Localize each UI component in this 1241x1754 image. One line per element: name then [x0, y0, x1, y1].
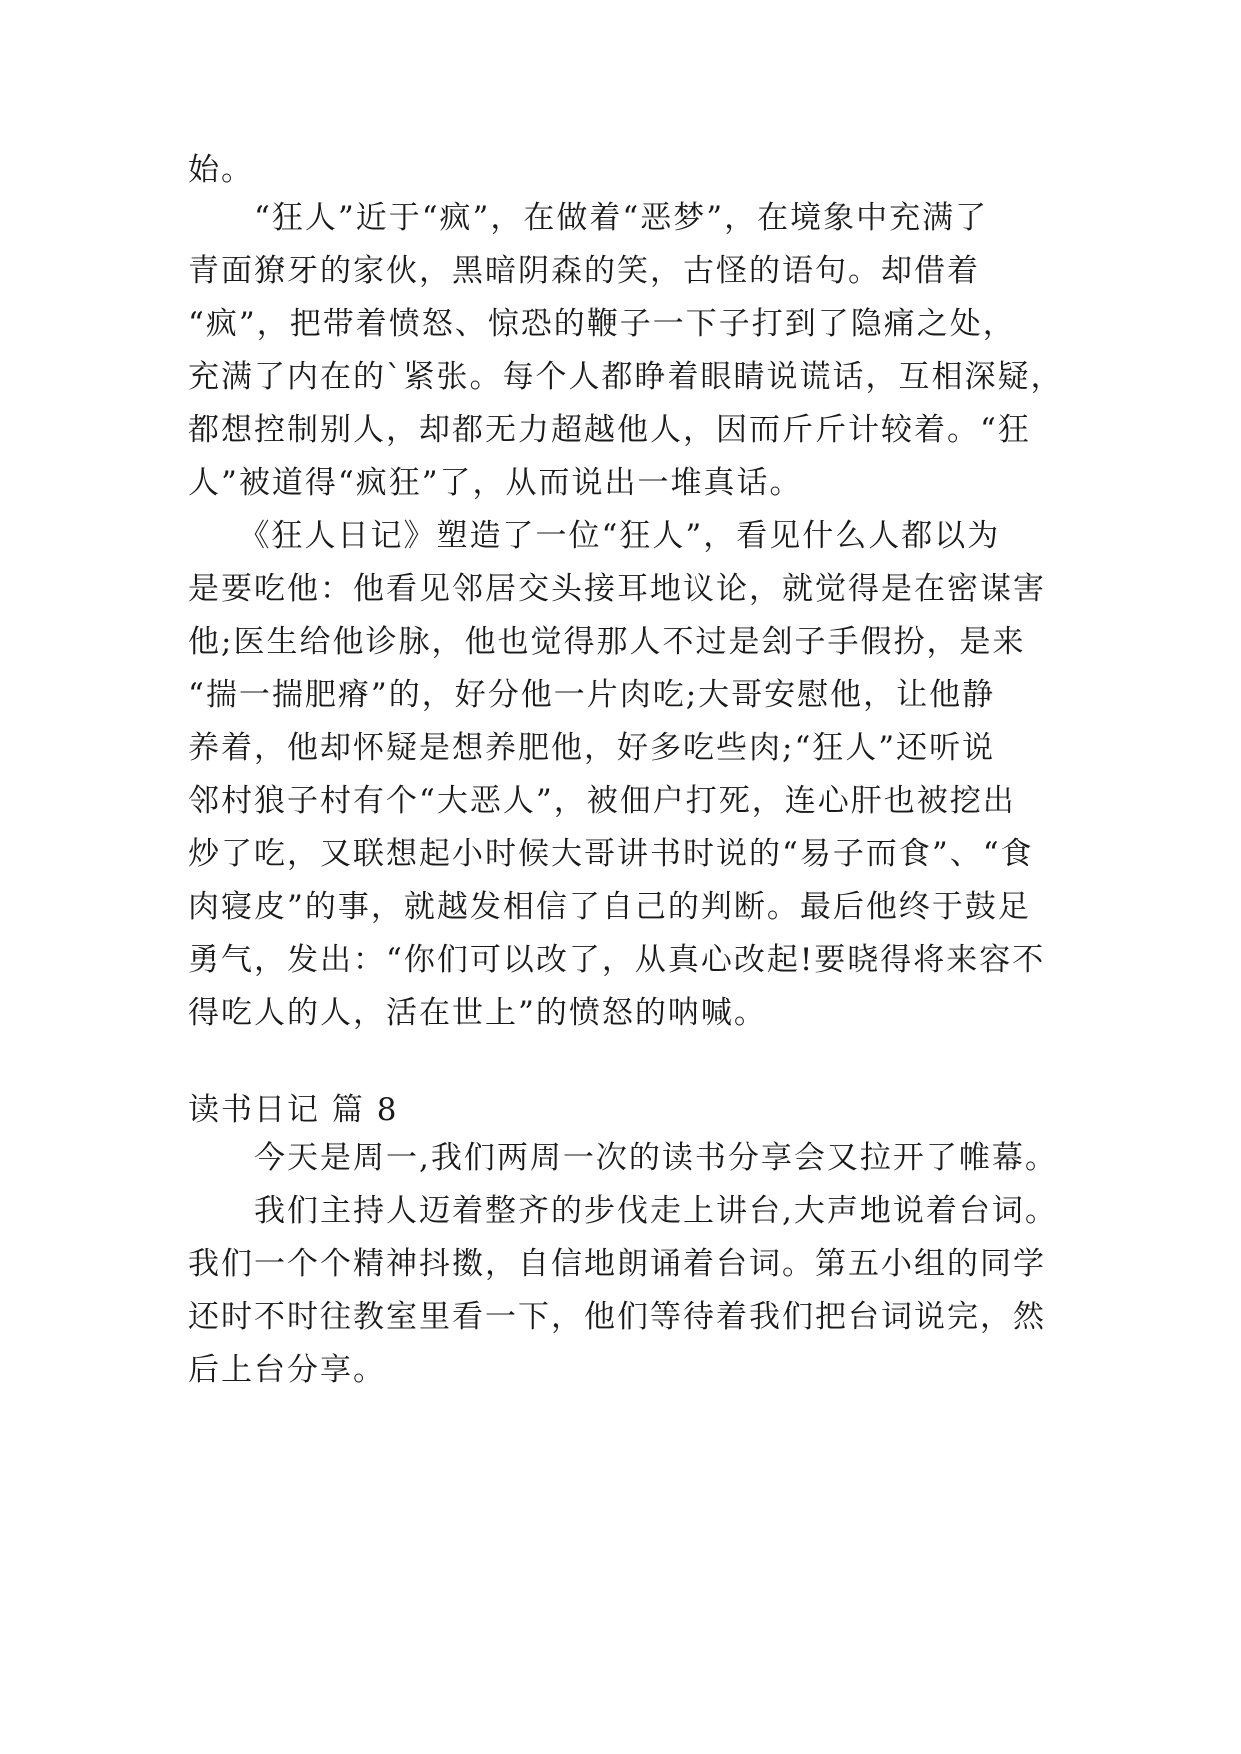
paragraph-line: 都想控制别人，却都无力超越他人，因而斤斤计较着。“狂 [188, 412, 1031, 448]
section-heading: 读书日记 篇 8 [188, 1092, 399, 1128]
paragraph-line: “疯”，把带着愤怒、惊恐的鞭子一下子打到了隐痛之处， [188, 306, 1016, 342]
paragraph-line: 始。 [188, 152, 254, 188]
paragraph-line: 充满了内在的`紧张。每个人都睁着眼睛说谎话，互相深疑， [188, 359, 1064, 395]
paragraph-line: 得吃人的人，活在世上”的愤怒的呐喊。 [188, 995, 767, 1031]
paragraph-line: 后上台分享。 [188, 1352, 386, 1388]
paragraph-line: 养着，他却怀疑是想养肥他，好多吃些肉;“狂人”还听说 [188, 730, 996, 766]
paragraph-line: 肉寝皮”的事，就越发相信了自己的判断。最后他终于鼓足 [188, 889, 1031, 925]
paragraph-line: 邻村狼子村有个“大恶人”，被佃户打死，连心肝也被挖出 [188, 783, 1016, 819]
paragraph-line: 我们主持人迈着整齐的步伐走上讲台,大声地说着台词。 [188, 1193, 1058, 1229]
paragraph-line: 还时不时往教室里看一下，他们等待着我们把台词说完，然 [188, 1299, 1046, 1335]
paragraph-line: “狂人”近于“疯”，在做着“恶梦”，在境象中充满了 [188, 200, 989, 236]
paragraph-line: 我们一个个精神抖擞，自信地朗诵着台词。第五小组的同学 [188, 1246, 1046, 1282]
paragraph-line: 勇气，发出：“你们可以改了，从真心改起!要晓得将来容不 [188, 942, 1046, 978]
paragraph-line: 他;医生给他诊脉，他也觉得那人不过是刽子手假扮，是来 [188, 624, 1026, 660]
paragraph-line: 是要吃他：他看见邻居交头接耳地议论，就觉得是在密谋害 [188, 571, 1046, 607]
paragraph-line: 人”被道得“疯狂”了，从而说出一堆真话。 [188, 465, 803, 501]
paragraph-line: 炒了吃，又联想起小时候大哥讲书时说的“易子而食”、“食 [188, 836, 1034, 872]
paragraph-line: 《狂人日记》塑造了一位“狂人”，看见什么人都以为 [188, 518, 1001, 554]
paragraph-line: “揣一揣肥瘠”的，好分他一片肉吃;大哥安慰他，让他静 [188, 677, 996, 713]
paragraph-line: 今天是周一,我们两周一次的读书分享会又拉开了帷幕。 [188, 1140, 1058, 1176]
paragraph-line: 青面獠牙的家伙，黑暗阴森的笑，古怪的语句。却借着 [188, 253, 980, 289]
